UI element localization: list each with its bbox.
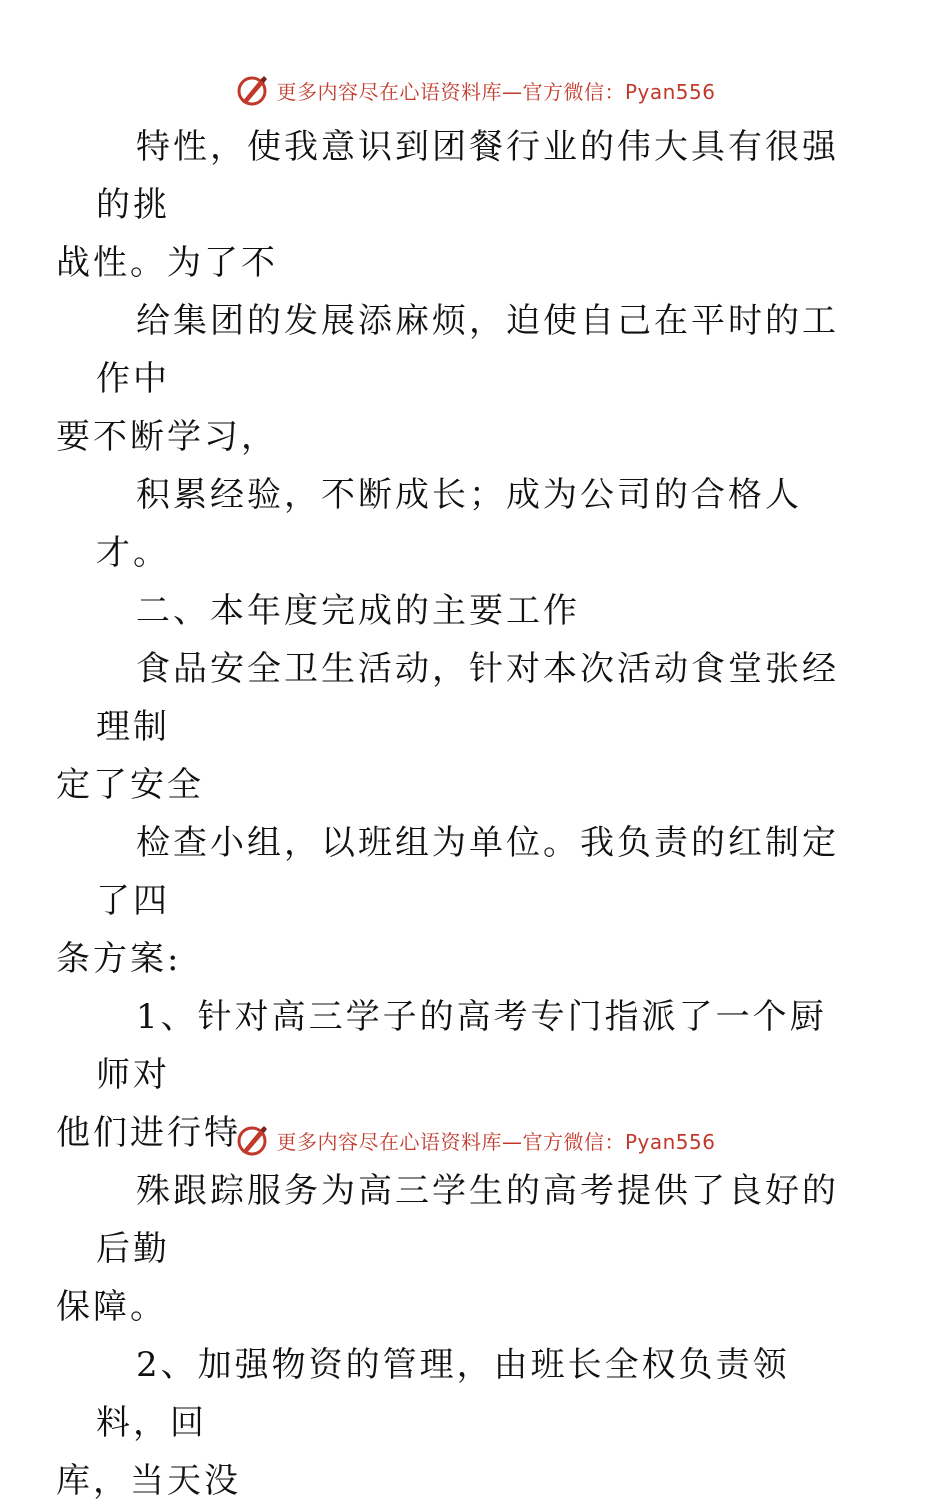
paragraph (56, 118, 856, 292)
paragraph-line: 特性，使我意识到团餐行业的伟大具有很强的挑 (96, 127, 839, 225)
paragraph-line: 积累经验，不断成长；成为公司的合格人才。 (96, 475, 802, 573)
paragraph (96, 582, 856, 640)
header-banner-text: 更多内容尽在心语资料库—官方微信：Pyan556 (276, 79, 716, 104)
paragraph-line-continued: 战性。为了不 (56, 243, 278, 283)
paragraph-line: 殊跟踪服务为高三学生的高考提供了良好的后勤 (96, 1171, 839, 1269)
paragraph (56, 1162, 856, 1336)
paragraph-line: 食品安全卫生活动，针对本次活动食堂张经理制 (96, 649, 839, 747)
header-banner (0, 72, 950, 108)
paragraph (56, 640, 856, 814)
paragraph-line-continued: 定了安全 (56, 765, 204, 805)
paragraph (96, 466, 856, 582)
footer-banner (0, 1122, 950, 1158)
paragraph-line-continued: 他们进行特 (56, 1113, 241, 1153)
pen-circle-logo-icon (234, 1122, 270, 1158)
paragraph-line: 1、针对高三学子的高考专门指派了一个厨师对 (96, 997, 827, 1095)
paragraph (56, 1336, 856, 1510)
paragraph-line: 给集团的发展添麻烦，迫使自己在平时的工作中 (96, 301, 839, 399)
paragraph (56, 292, 856, 466)
paragraph-line: 二、本年度完成的主要工作 (136, 591, 580, 631)
paragraph-line-continued: 条方案: (56, 939, 182, 979)
paragraph-line: 2、加强物资的管理，由班长全权负责领料，回 (96, 1345, 790, 1443)
paragraph-line: 检查小组，以班组为单位。我负责的红制定了四 (96, 823, 839, 921)
paragraph-line-continued: 要不断学习， (56, 417, 278, 457)
document-body (56, 118, 856, 1510)
paragraph (56, 814, 856, 988)
footer-banner-text: 更多内容尽在心语资料库—官方微信：Pyan556 (276, 1129, 716, 1154)
paragraph-line-continued: 保障。 (56, 1287, 167, 1327)
pen-circle-logo-icon (234, 72, 270, 108)
paragraph-line-continued: 库，当天没 (56, 1461, 241, 1501)
